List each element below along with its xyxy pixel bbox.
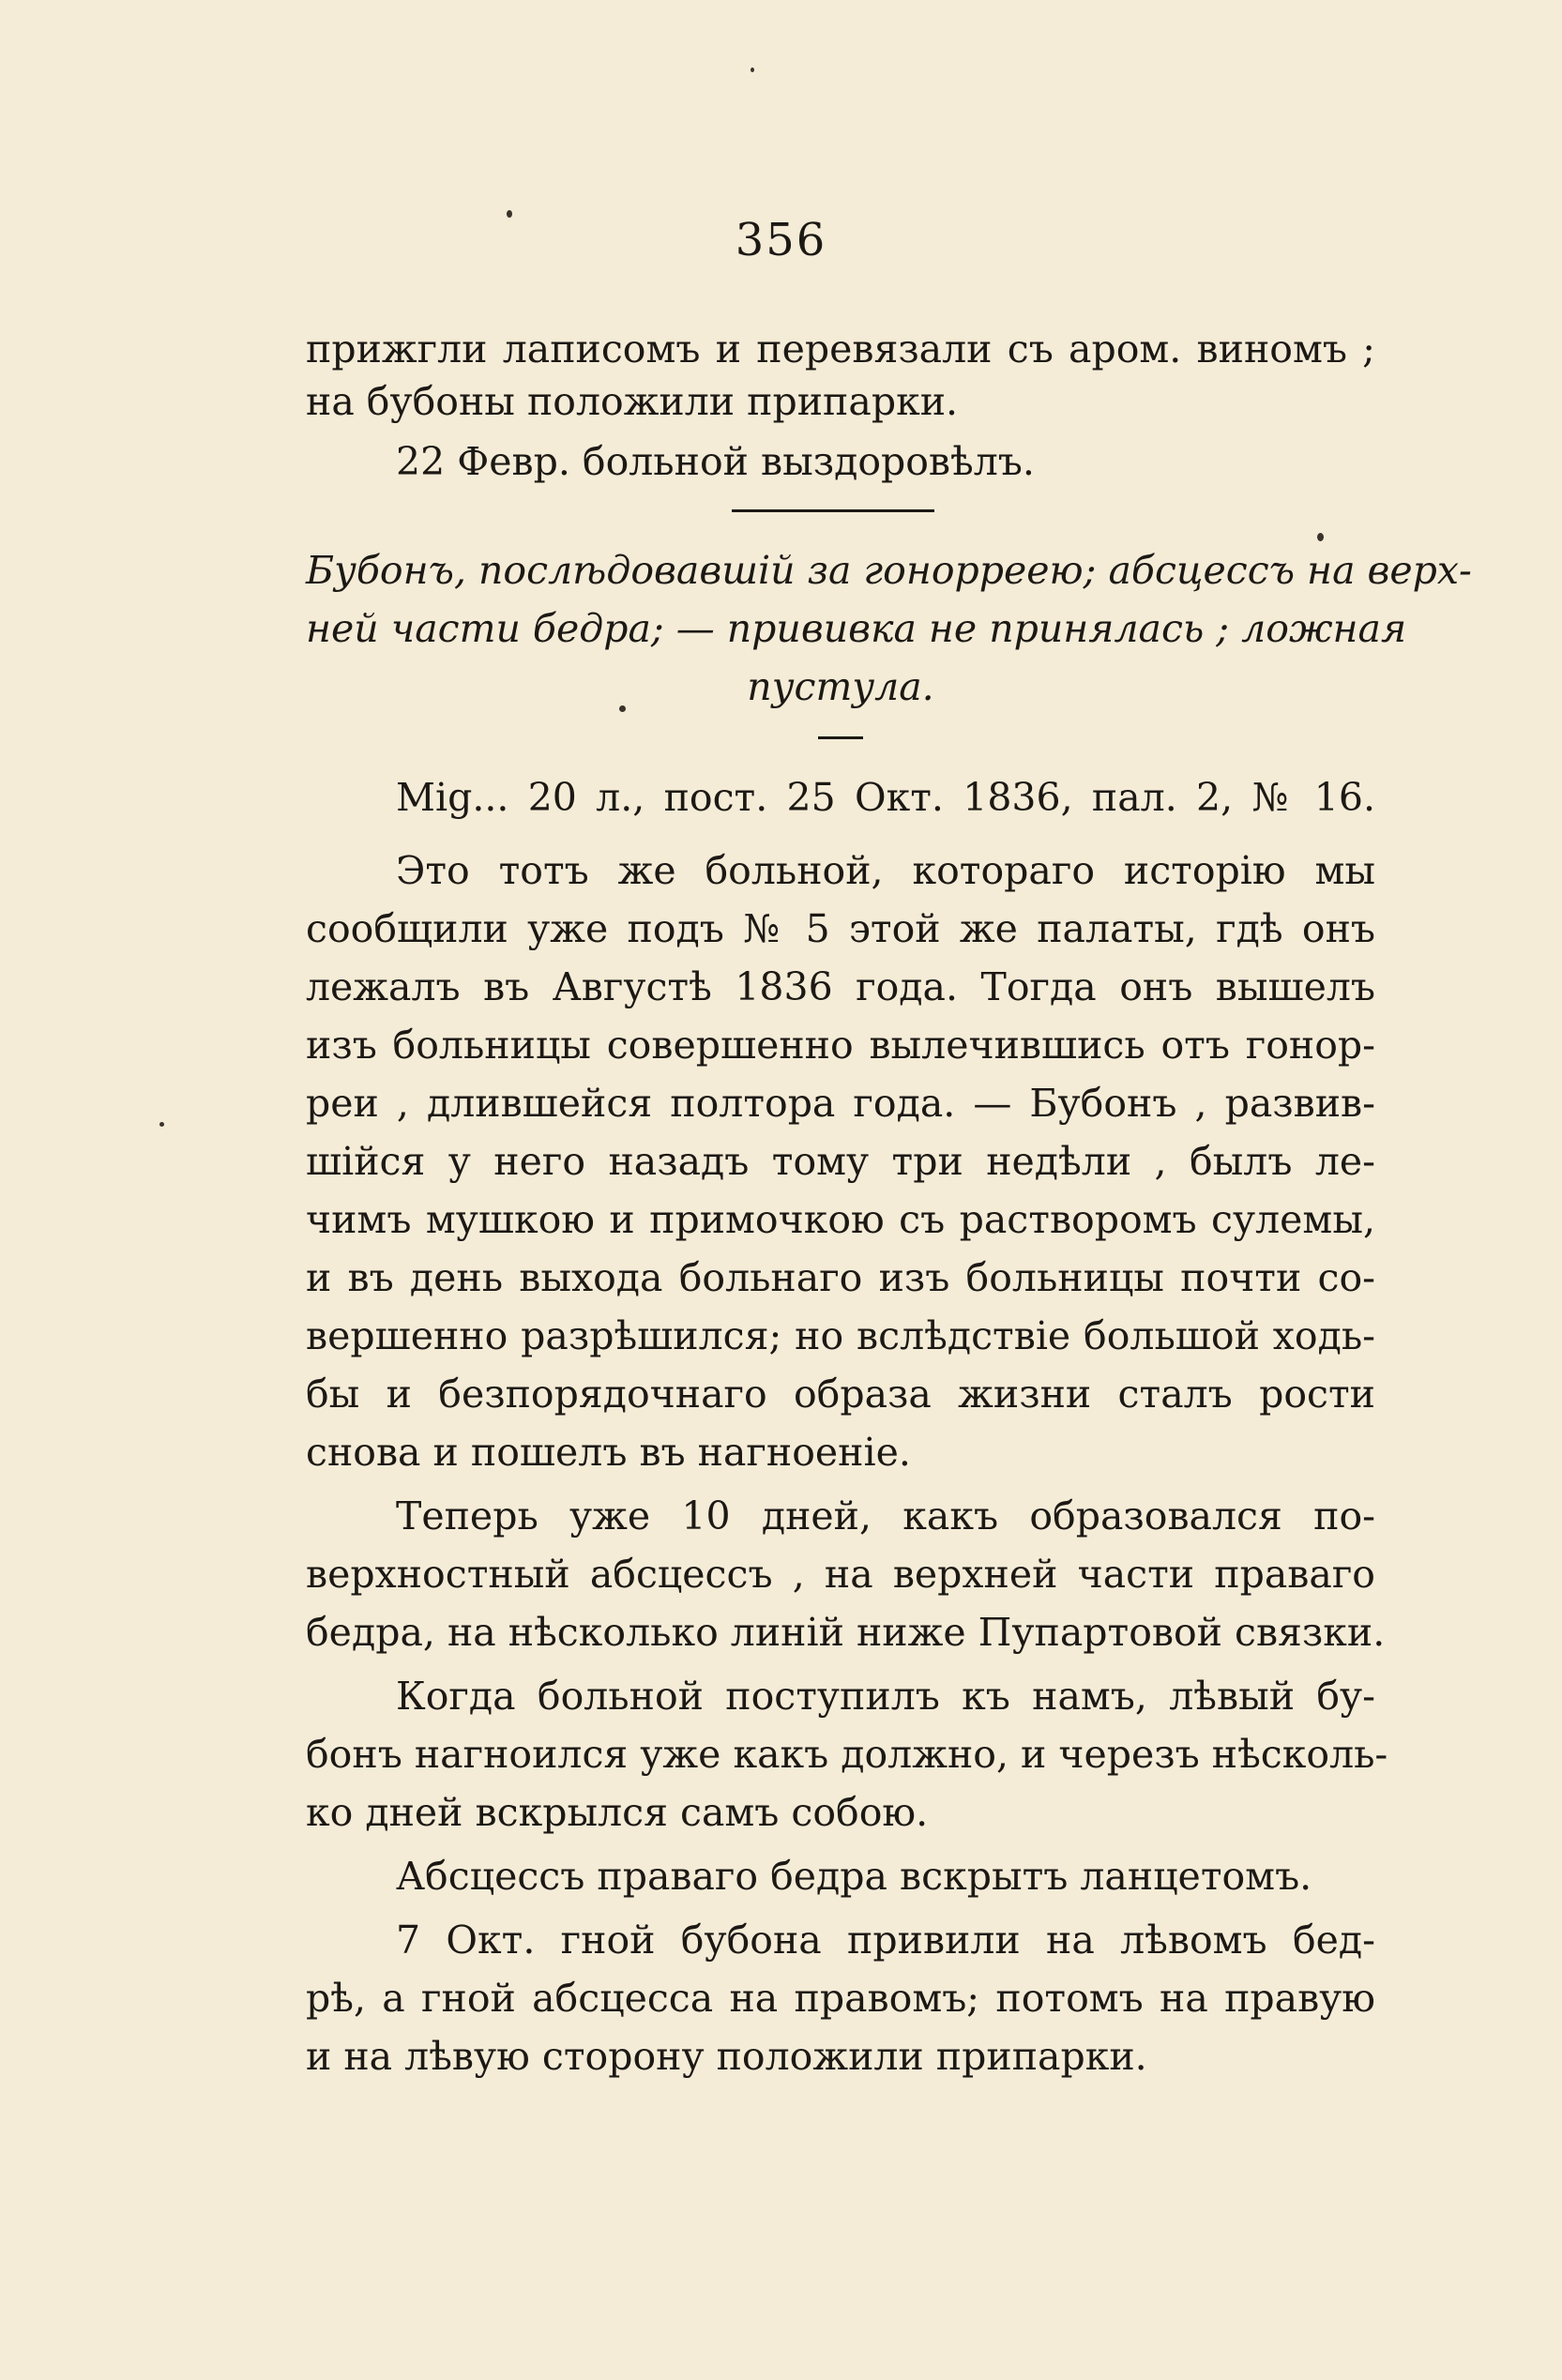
section-heading-line: Бубонъ, послѣдовавшій за гонорреею; абсцессъ на верх- — [306, 548, 1472, 593]
text-line: чимъ мушкою и примочкою съ растворомъ сулемы, — [306, 1197, 1375, 1242]
section-heading-line: ней части бедра; — прививка не принялась ; ложная — [306, 606, 1407, 651]
text-line: вершенно разрѣшился; но вслѣдствіе большой ходь- — [306, 1313, 1375, 1358]
heading-divider — [818, 736, 863, 739]
text-line: на бубоны положили припарки. — [306, 379, 959, 424]
text-line: Когда больной поступилъ къ намъ, лѣвый бу- — [396, 1674, 1375, 1719]
text-line: 22 Февр. больной выздоровѣлъ. — [396, 439, 1035, 484]
text-line: изъ больницы совершенно вылечившись отъ гонор- — [306, 1023, 1375, 1068]
text-line: 7 Окт. гной бубона привили на лѣвомъ бед- — [396, 1918, 1375, 1963]
ink-speck — [751, 68, 754, 72]
ink-speck — [619, 705, 626, 712]
text-line: прижгли лаписомъ и перевязали съ аром. виномъ ; — [306, 326, 1375, 371]
page-number: 356 — [735, 214, 827, 266]
text-line: Абсцессъ праваго бедра вскрытъ ланцетомъ. — [396, 1854, 1312, 1899]
text-line: верхностный абсцессъ , на верхней части праваго — [306, 1552, 1375, 1597]
section-divider — [732, 509, 934, 512]
text-line: бедра, на нѣсколько линій ниже Пупартовой связки. — [306, 1610, 1386, 1655]
case-line: Mig... 20 л., пост. 25 Окт. 1836, пал. 2, № 16. — [396, 775, 1375, 820]
section-heading-line: пустула. — [747, 664, 934, 709]
text-line: реи , длившейся полтора года. — Бубонъ , развив- — [306, 1081, 1375, 1126]
text-line: и въ день выхода больнаго изъ больницы почти со- — [306, 1255, 1375, 1300]
text-line: Это тотъ же больной, котораго исторію мы — [396, 848, 1375, 893]
text-line: сообщили уже подъ № 5 этой же палаты, гдѣ онъ — [306, 906, 1375, 951]
text-line: рѣ, а гной абсцесса на правомъ; потомъ на правую — [306, 1976, 1375, 2021]
text-line: бы и безпорядочнаго образа жизни сталъ рости — [306, 1372, 1375, 1417]
text-line: лежалъ въ Августѣ 1836 года. Тогда онъ вышелъ — [306, 964, 1375, 1009]
text-line: шійся у него назадъ тому три недѣли , былъ ле- — [306, 1139, 1375, 1184]
text-line: Теперь уже 10 дней, какъ образовался по- — [396, 1493, 1375, 1539]
text-line: ко дней вскрылся самъ собою. — [306, 1790, 929, 1835]
ink-speck — [159, 1122, 164, 1127]
text-line: бонъ нагноился уже какъ должно, и черезъ нѣсколь- — [306, 1732, 1388, 1777]
ink-speck — [507, 210, 512, 218]
text-line: снова и пошелъ въ нагноеніе. — [306, 1430, 911, 1475]
text-line: и на лѣвую сторону положили припарки. — [306, 2034, 1147, 2079]
ink-speck — [1317, 533, 1324, 541]
